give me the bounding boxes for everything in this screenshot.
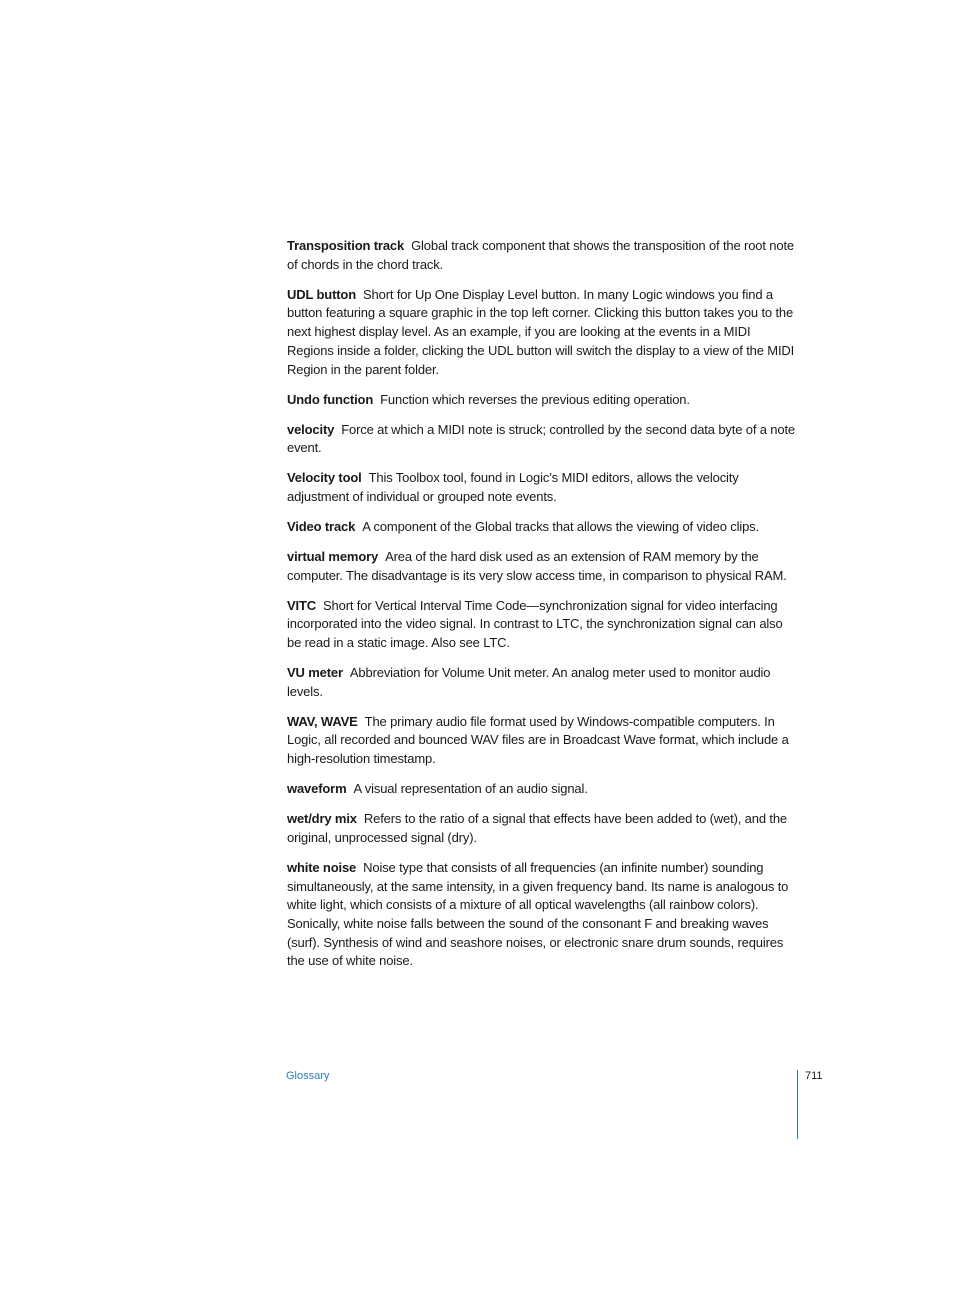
glossary-entry [287, 286, 799, 380]
glossary-term: white noise [287, 859, 357, 875]
glossary-term: Video track [287, 518, 356, 534]
glossary-definition: A visual representation of an audio signal. [353, 781, 588, 797]
glossary-term: VU meter [287, 665, 343, 681]
glossary-entry [287, 518, 799, 537]
glossary-definition: Abbreviation for Volume Unit meter. An analog meter used to monitor audio levels. [287, 665, 771, 699]
glossary-term: waveform [287, 781, 347, 797]
glossary-entry [287, 469, 799, 506]
footer-divider [797, 1070, 798, 1139]
glossary-entry [287, 391, 799, 410]
glossary-entry [287, 237, 799, 274]
glossary-entry [287, 597, 799, 653]
glossary-entry [287, 780, 799, 799]
glossary-entry [287, 810, 799, 847]
glossary-definition: Global track component that shows the transposition of the root note of chords in the chord track. [287, 238, 794, 272]
glossary-term: Transposition track [287, 238, 405, 253]
glossary-definition: This Toolbox tool, found in Logic’s MIDI editors, allows the velocity adjustment of individual or grouped note events. [287, 470, 739, 504]
glossary-term: Velocity tool [287, 470, 362, 486]
glossary-definition: Short for Vertical Interval Time Code—synchronization signal for video interfacing incorporated into the video signal. In contrast to LTC, the synchronization signal can also be read in a static image. Also see LTC. [287, 597, 783, 651]
glossary-definition: Refers to the ratio of a signal that effects have been added to (wet), and the original, unprocessed signal (dry). [287, 811, 788, 845]
glossary-term: WAV, WAVE [287, 713, 358, 729]
glossary-definition: Area of the hard disk used as an extension of RAM memory by the computer. The disadvantage is its very slow access time, in comparison to physical RAM. [287, 548, 787, 583]
glossary-definition: Noise type that consists of all frequencies (an infinite number) sounding simultaneously, at the same intensity, in a given frequency band. Its name is analogous to white light, which consists of a mixture of all optical wavelengths (all rainbow colors). Sonically, white noise falls between the sound of the consonant F and breaking waves (surf). Synthesis of wind and seashore noises, or electronic snare drum sounds, requires the use of white noise. [287, 859, 789, 969]
glossary-term: Undo function [287, 391, 374, 407]
glossary-list [287, 237, 799, 982]
glossary-term: virtual memory [287, 548, 379, 564]
glossary-definition: A component of the Global tracks that allows the viewing of video clips. [362, 518, 759, 534]
footer-section-label: Glossary [286, 1070, 330, 1082]
glossary-term: VITC [287, 597, 317, 613]
glossary-entry [287, 664, 799, 701]
glossary-term: velocity [287, 421, 335, 437]
glossary-entry [287, 548, 799, 585]
glossary-entry [287, 859, 799, 971]
glossary-entry [287, 421, 799, 458]
glossary-definition: Short for Up One Display Level button. In many Logic windows you find a button featuring a square graphic in the top left corner. Clicking this button takes you to the next highest display level. As an example, if you are looking at the events in a MIDI Regions inside a folder, clicking the UDL button will switch the display to a view of the MIDI Region in the parent folder. [287, 286, 795, 377]
glossary-entry [287, 713, 799, 769]
page-number: 711 [805, 1070, 823, 1082]
glossary-definition: The primary audio file format used by Windows-compatible computers. In Logic, all recorded and bounced WAV files are in Broadcast Wave format, which include a high-resolution timestamp. [287, 713, 789, 767]
glossary-term: UDL button [287, 286, 357, 302]
glossary-definition: Force at which a MIDI note is struck; controlled by the second data byte of a note event. [287, 421, 795, 456]
glossary-definition: Function which reverses the previous editing operation. [380, 391, 690, 407]
glossary-term: wet/dry mix [287, 811, 357, 827]
